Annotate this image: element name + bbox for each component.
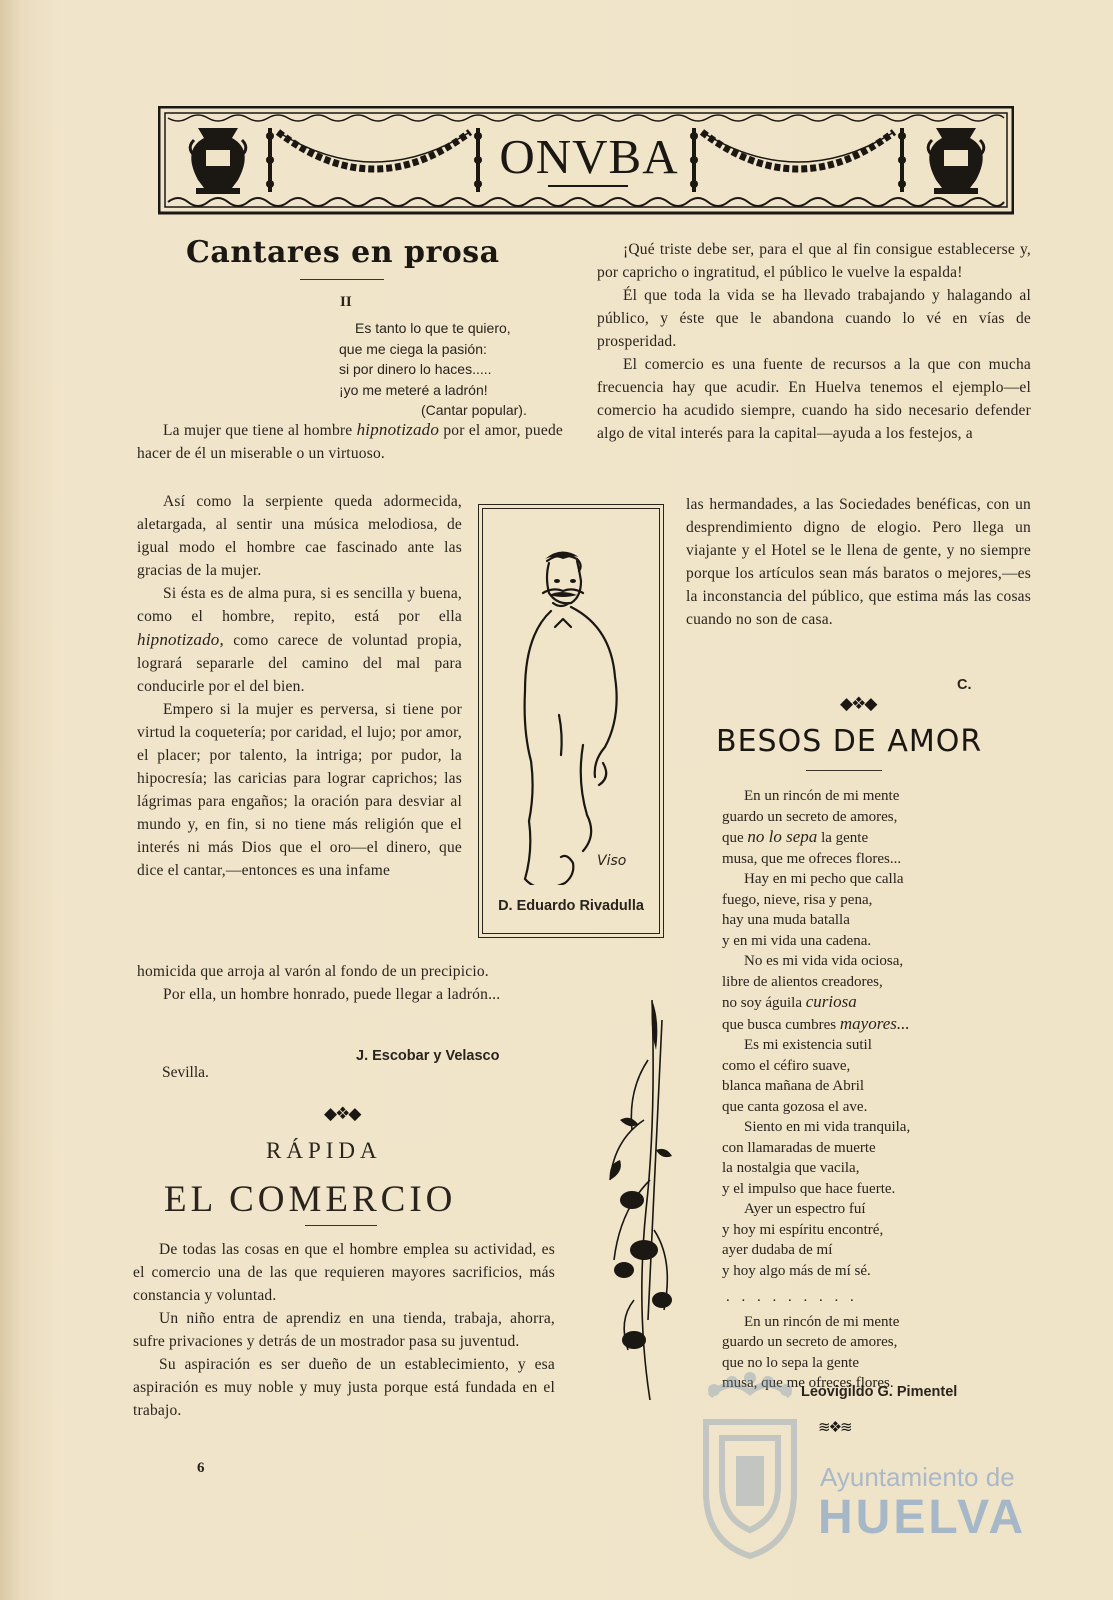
paragraph: Así como la serpiente queda adormecida, aletargada, al sentir una música melodiosa, de igual modo el hombre cae fascinado ante las gracias de la mujer. (137, 493, 462, 579)
paragraph: Un niño entra de aprendiz en una tienda, trabaja, ahorra, sufre privaciones y detrás de un mostrador pasa su juventud. (133, 1310, 555, 1350)
article1-signature: J. Escobar y Velasco (356, 1048, 500, 1064)
epigraph-line: si por dinero lo haces..... (339, 361, 492, 377)
fleuron-ornament: ◆❖◆ (324, 1104, 360, 1123)
stanza: En un rincón de mi mente guardo un secreto de amores, que no lo sepa la gente musa, que me ofreces flores... (722, 788, 902, 867)
paragraph: El comercio es una fuente de recursos a la que con mucha frecuencia hay que acudir. En Huelva tenemos el ejemplo—el comercio ha acudido siempre, cuando ha sido necesario defender algo de vital interés para la capital—ayuda a los festejos, a (597, 356, 1031, 442)
poem-stanzas (722, 786, 910, 1394)
article2-right-continued (686, 493, 1031, 631)
stanza: Es mi existencia sutil como el céfiro suave, blanca mañana de Abril que canta gozosa el ave. (722, 1037, 872, 1115)
article2-left-column (133, 1238, 555, 1422)
fleuron-ornament: ◆❖◆ (840, 694, 876, 713)
fleuron-ornament: ≋❖≋ (818, 1420, 851, 1436)
paragraph: las hermandades, a las Sociedades benéficas, con un desprendimiento digno de elogio. Pero llega un viajante y el Hotel se le llena de gente, y no siempre porque los artículos sean más baratos o mejores,—es la inconstancia del público, que estima más las cosas cuando no son de casa. (686, 496, 1031, 628)
paragraph: Él que toda la vida se ha llevado trabajando y halagando al público, y éste que le abandona cuando lo vé en vías de prosperidad. (597, 287, 1031, 350)
floral-illustration (604, 1000, 684, 1400)
article1-place: Sevilla. (162, 1064, 209, 1081)
caricature-drawing (487, 545, 657, 885)
article1-intro (137, 418, 563, 465)
stanza: Hay en mi pecho que calla fuego, nieve, risa y pena, hay una muda batalla y en mi vida una cadena. (722, 871, 904, 949)
watermark-line2: HUELVA (818, 1491, 1027, 1544)
masthead (158, 106, 1014, 216)
stanza: Siento en mi vida tranquila, con llamaradas de muerte la nostalgia que vacila, y el impulso que hace fuerte. (722, 1119, 911, 1197)
portrait-box (478, 504, 664, 938)
paragraph: Empero si la mujer es perversa, si tiene por virtud la coquetería; por caridad, el lujo; por amor, el placer; por talento, la intriga; por pudor, la hipocresía; las caricias para lograr caprichos; las lágrimas para engaños; la oración para desviar al mundo y, en fin, si no tiene más religión que el interés ni más Dios que el oro—el dinero, que dice el cantar,—entonces es una infame (137, 701, 462, 879)
paragraph: homicida que arroja al varón al fondo de un precipicio. (137, 963, 489, 980)
paragraph: Su aspiración es ser dueño de un establecimiento, y esa aspiración es muy noble y muy justa porque está fundada en el trabajo. (133, 1356, 555, 1419)
watermark-line1: Ayuntamiento de (820, 1462, 1015, 1492)
epigraph-source: (Cantar popular). (421, 402, 527, 418)
artist-signature: Viso (597, 853, 627, 869)
poem-title: BESOS DE AMOR (716, 724, 983, 759)
page-number: 6 (197, 1460, 205, 1476)
stanza: Ayer un espectro fuí y hoy mi espíritu encontré, ayer dudaba de mí y hoy algo más de mí sé. (722, 1201, 884, 1279)
epigraph (339, 318, 527, 421)
epigraph-line: que me ciega la pasión: (339, 340, 487, 357)
epigraph-line: ¡yo me meteré a ladrón! (339, 381, 488, 398)
paragraph: De todas las cosas en que el hombre emplea su actividad, es el comercio una de las que requieren mayores sacrificios, más constancia y voluntad. (133, 1241, 555, 1304)
stanza: En un rincón de mi mente guardo un secreto de amores, que no lo sepa la gente musa, que me ofreces flores. (722, 1313, 900, 1391)
title-rule (305, 1225, 377, 1226)
article2-kicker: RÁPIDA (266, 1138, 382, 1163)
poem-signature: Leovigildo G. Pimentel (801, 1384, 958, 1400)
paragraph: Si ésta es de alma pura, si es sencilla y buena, como el hombre, repito, está por ella hipnotizado, como carece de voluntad propia, logrará separarle del camino del mal para conducirle por el del bien. (137, 585, 462, 695)
vase-right (928, 128, 984, 194)
article2-title: EL COMERCIO (164, 1179, 457, 1220)
paragraph: ¡Qué triste debe ser, para el que al fin consigue establecerse y, por capricho o ingratitud, el público le vuelve la espalda! (597, 241, 1031, 281)
article1-continued (137, 960, 557, 1006)
title-rule (300, 279, 384, 280)
article2-right-column (597, 238, 1031, 445)
paragraph: Por ella, un hombre honrado, puede llegar a ladrón... (163, 986, 501, 1003)
article1-narrow-column (137, 490, 462, 882)
article1-numeral: II (340, 294, 352, 310)
ellipsis-row: . . . . . . . . . (726, 1289, 858, 1305)
article2-signature: C. (957, 677, 972, 693)
article1-title: Cantares en prosa (186, 235, 500, 270)
title-rule (806, 770, 882, 771)
masthead-title: ONVBA (499, 129, 679, 184)
portrait-caption: D. Eduardo Rivadulla (498, 898, 644, 914)
paragraph: La mujer que tiene al hombre hipnotizado por el amor, puede hacer de él un miserable o un virtuoso. (137, 420, 563, 462)
stanza: No es mi vida vida ociosa, libre de alientos creadores, no soy águila curiosa que busca cumbres mayores... (722, 953, 910, 1033)
vase-left (190, 128, 246, 194)
epigraph-line: Es tanto lo que te quiero, (355, 320, 511, 336)
city-seal-watermark (690, 1372, 810, 1562)
